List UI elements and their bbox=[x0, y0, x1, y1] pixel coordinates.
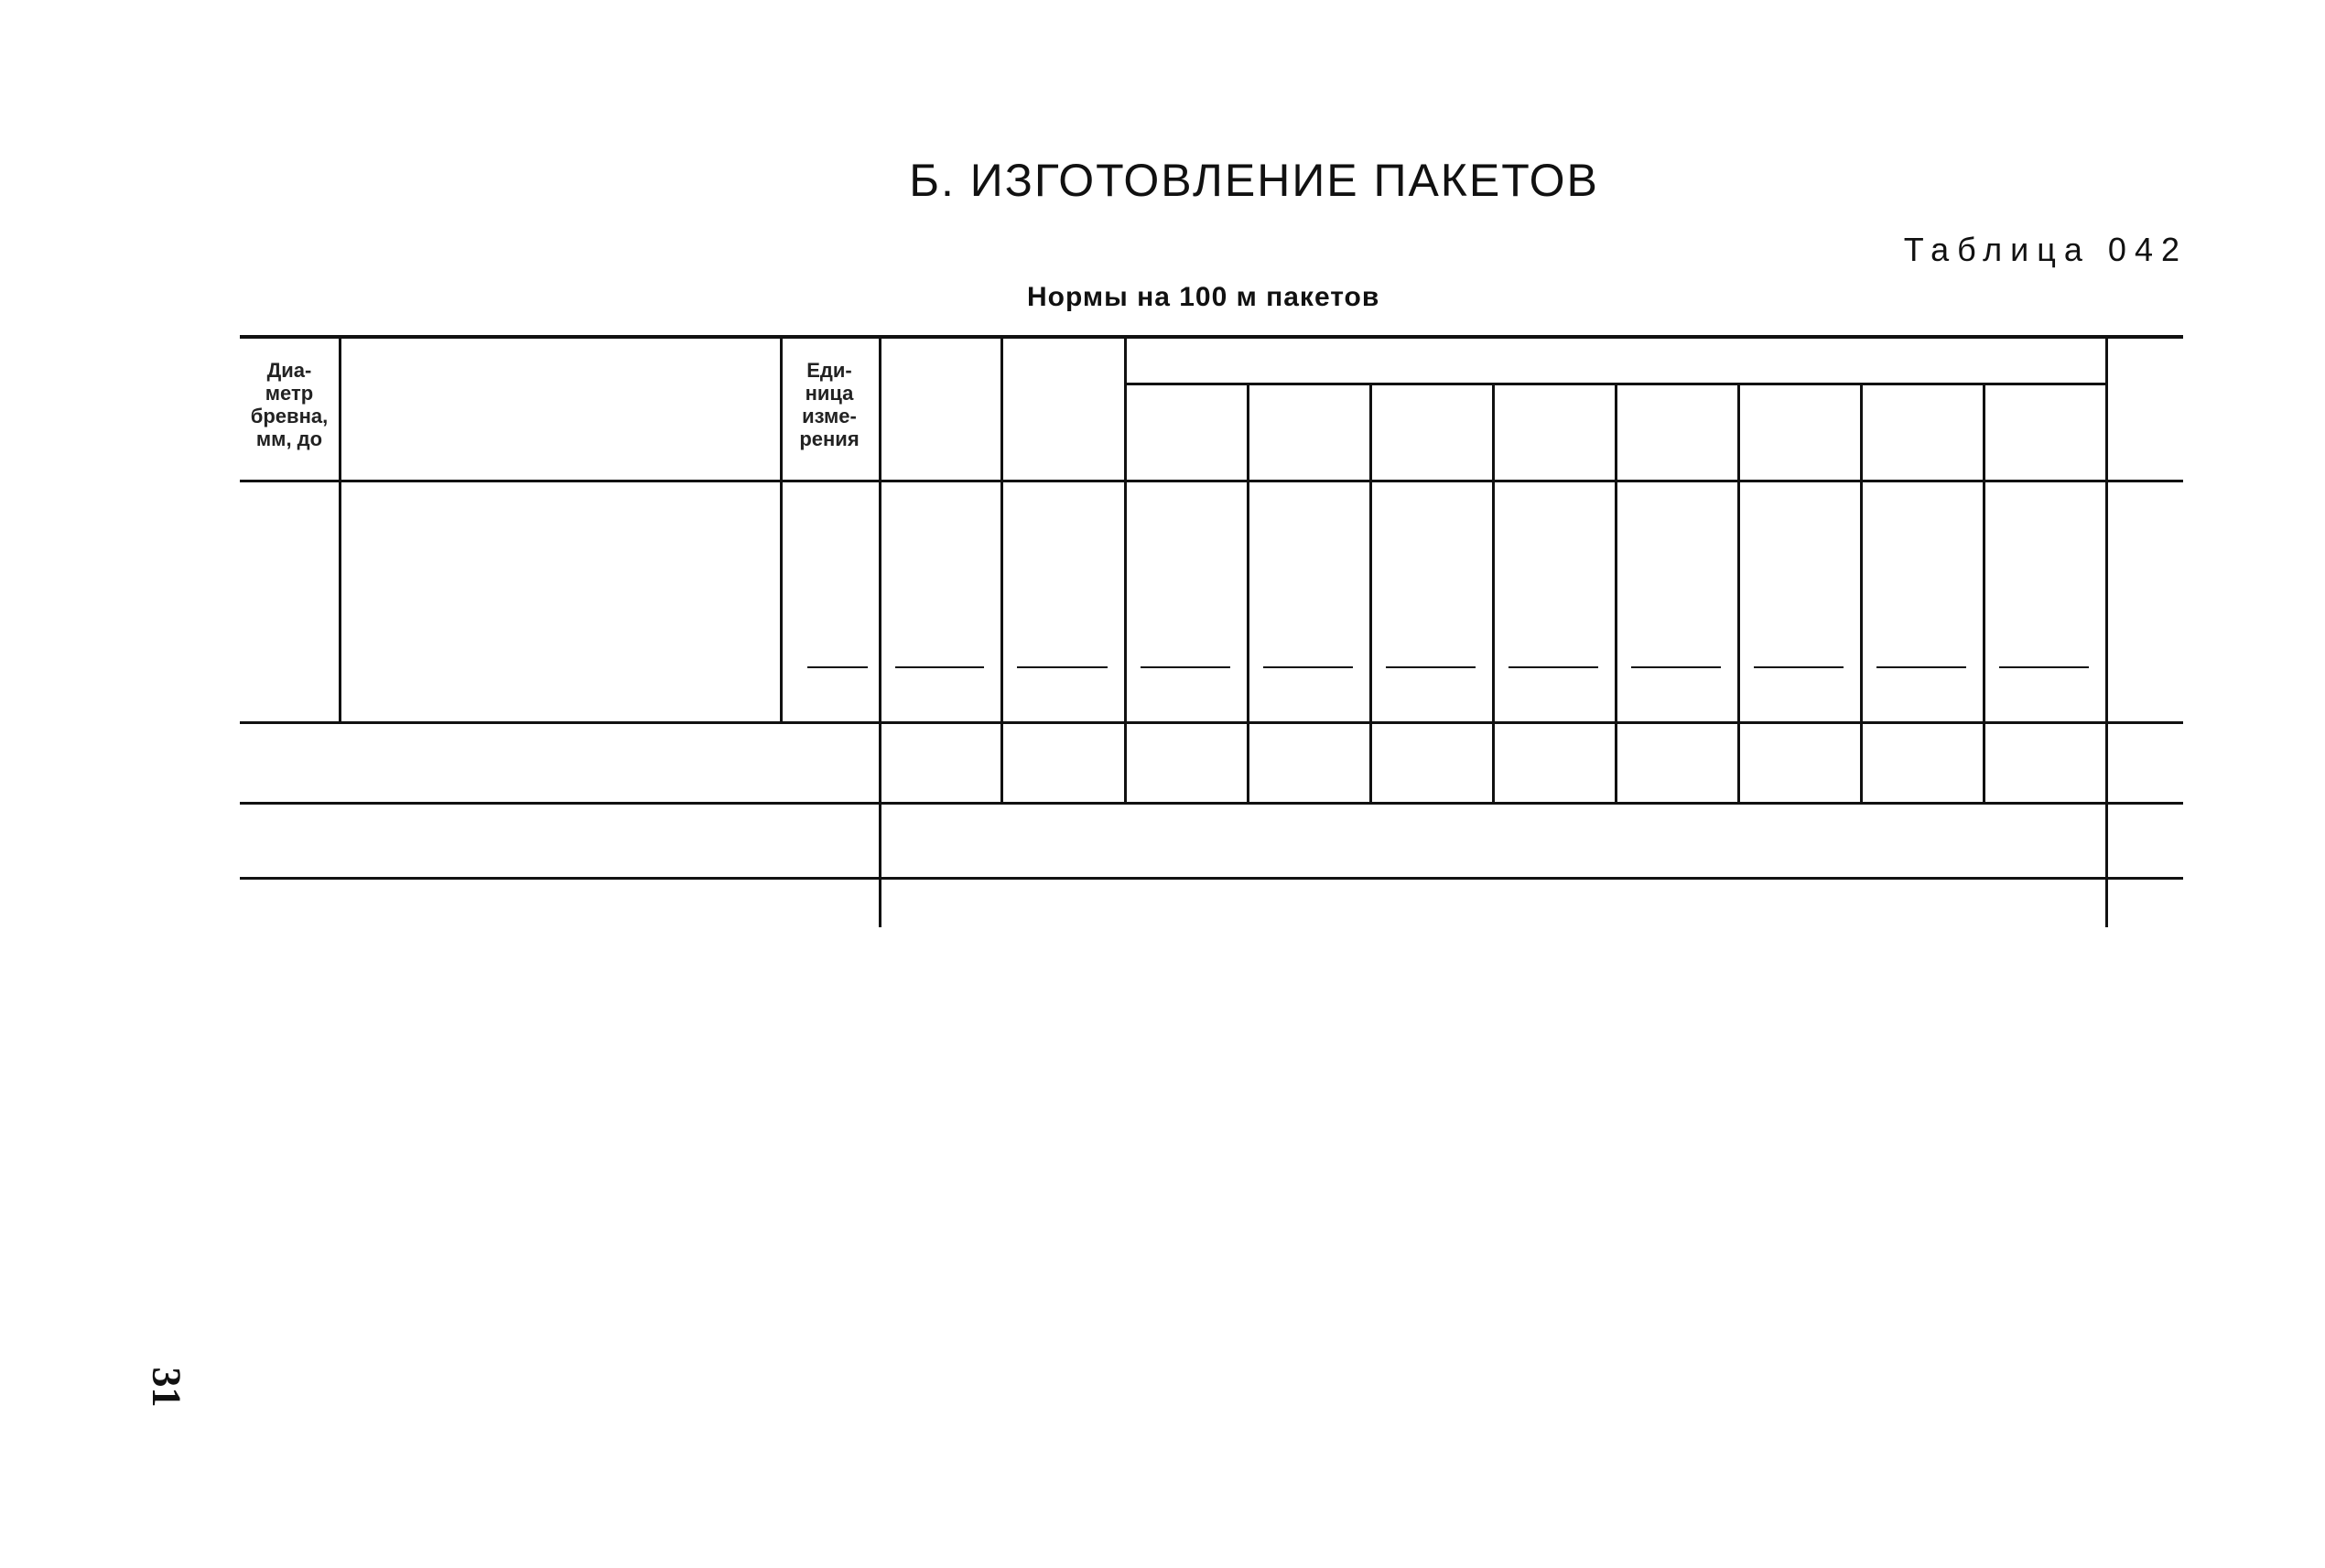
rule-line bbox=[240, 335, 2183, 339]
fraction-line bbox=[1876, 666, 1966, 668]
rule-line bbox=[240, 721, 2183, 724]
fraction-line bbox=[1999, 666, 2089, 668]
fraction-line bbox=[1754, 666, 1844, 668]
fraction-line bbox=[1263, 666, 1353, 668]
fraction-line bbox=[895, 666, 984, 668]
rule-line bbox=[240, 877, 2183, 880]
rule-line bbox=[1737, 383, 1740, 802]
rule-line bbox=[2105, 335, 2108, 927]
rule-line bbox=[1615, 383, 1617, 802]
rule-line bbox=[1124, 335, 1127, 802]
rule-line bbox=[1492, 383, 1495, 802]
rule-line bbox=[339, 335, 341, 721]
page-number: 31 bbox=[144, 1367, 189, 1408]
rule-line bbox=[1983, 383, 1985, 802]
header-unit: Еди- ница изме- рения bbox=[799, 359, 860, 450]
rule-line bbox=[879, 802, 2183, 805]
table-subtitle: Нормы на 100 м пакетов bbox=[1027, 282, 1380, 312]
fraction-line bbox=[807, 666, 868, 668]
header-diameter: Диа- метр бревна, мм, до bbox=[250, 359, 329, 450]
fraction-line bbox=[1017, 666, 1108, 668]
rule-line bbox=[1000, 335, 1003, 802]
rule-line bbox=[1860, 383, 1863, 802]
fraction-line bbox=[1509, 666, 1598, 668]
fraction-line bbox=[1141, 666, 1230, 668]
fraction-line bbox=[1386, 666, 1476, 668]
section-title: Б. ИЗГОТОВЛЕНИЕ ПАКЕТОВ bbox=[909, 155, 1599, 206]
rule-line bbox=[240, 480, 2183, 482]
rule-line bbox=[240, 802, 879, 805]
table-number: Таблица 042 bbox=[1903, 231, 2188, 268]
rule-line bbox=[879, 335, 881, 927]
rule-line bbox=[1247, 383, 1249, 802]
rule-line bbox=[1369, 383, 1372, 802]
fraction-line bbox=[1631, 666, 1721, 668]
